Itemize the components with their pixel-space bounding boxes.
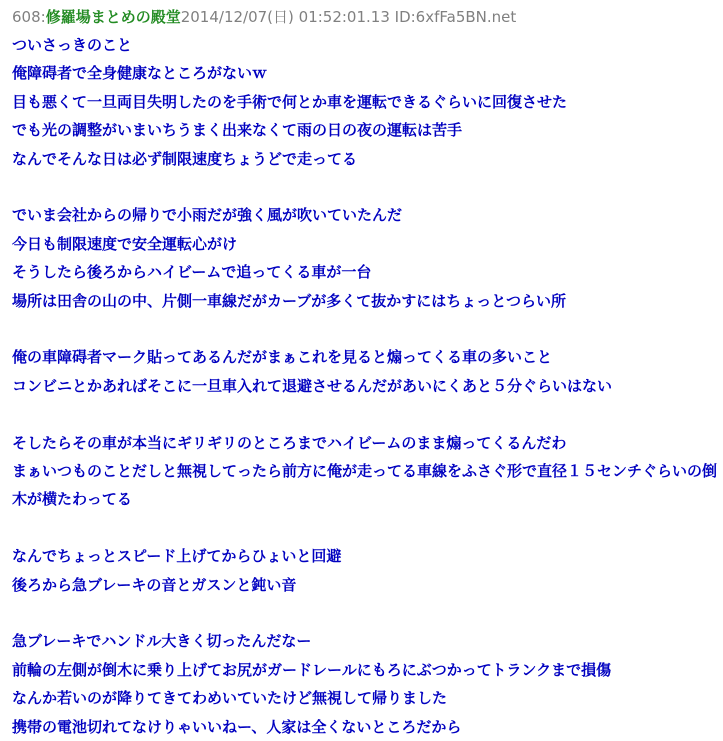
post-body-line: 今日も制限速度で安全運転心がけ [12, 234, 238, 253]
paragraph-gap [12, 315, 720, 343]
post-id: ID:6xfFa5BN.net [394, 8, 517, 26]
post-body-line: でいま会社からの帰りで小雨だが強く風が吹いていたんだ [12, 206, 403, 225]
post-body-line: なんでちょっとスピード上げてからひょいと回避 [12, 547, 342, 566]
post-body-line: そうしたら後ろからハイビームで追ってくる車が一台 [12, 263, 372, 282]
post-body-line: 後ろから急ブレーキの音とガスンと鈍い音 [12, 575, 297, 594]
post-header [12, 6, 720, 28]
paragraph-gap [12, 400, 720, 428]
post-body-line: 俺障碍者で全身健康なところがないｗ [12, 64, 268, 83]
post-body [12, 31, 720, 741]
post-body-line: コンビニとかあればそこに一旦車入れて退避させるんだがあいにくあと５分ぐらいはない [12, 376, 613, 395]
post-body-line: 携帯の電池切れてなけりゃいいねー、人家は全くないところだから [12, 717, 462, 736]
paragraph-gap [12, 514, 720, 542]
post-number-separator: : [40, 8, 46, 26]
poster-name[interactable]: 修羅場まとめの殿堂 [45, 8, 181, 26]
post-body-line: 急ブレーキでハンドル大きく切ったんだなー [12, 632, 312, 651]
post-number: 608 [12, 8, 41, 26]
post-datetime: 2014/12/07(日) 01:52:01.13 [180, 8, 390, 26]
post-body-line: 目も悪くて一旦両目失明したのを手術で何とか車を運転できるぐらいに回復させた [12, 92, 568, 111]
post-body-line: なんでそんな日は必ず制限速度ちょうどで走ってる [12, 149, 358, 168]
post-body-line: 前輪の左側が倒木に乗り上げてお尻がガードレールにもろにぶつかってトランクまで損傷 [12, 660, 612, 679]
post-body-line: 俺の車障碍者マーク貼ってあるんだがまぁこれを見ると煽ってくる車の多いこと [12, 348, 553, 367]
paragraph-gap [12, 173, 720, 201]
post-body-line: ついさっきのこと [12, 36, 133, 54]
post [12, 6, 720, 741]
post-body-line: 場所は田舎の山の中、片側一車線だがカーブが多くて抜かすにはちょっとつらい所 [12, 291, 566, 310]
paragraph-gap [12, 599, 720, 627]
post-body-line: まぁいつものことだしと無視してったら前方に俺が走ってる車線をふさぐ形で直径１５センチぐらいの倒木が横たわってる [12, 462, 718, 509]
post-body-line: でも光の調整がいまいちうまく出来なくて雨の日の夜の運転は苦手 [12, 121, 463, 140]
post-body-line: そしたらその車が本当にギリギリのところまでハイビームのまま煽ってくるんだわ [12, 433, 567, 452]
post-body-line: なんか若いのが降りてきてわめいていたけど無視して帰りました [12, 689, 448, 708]
